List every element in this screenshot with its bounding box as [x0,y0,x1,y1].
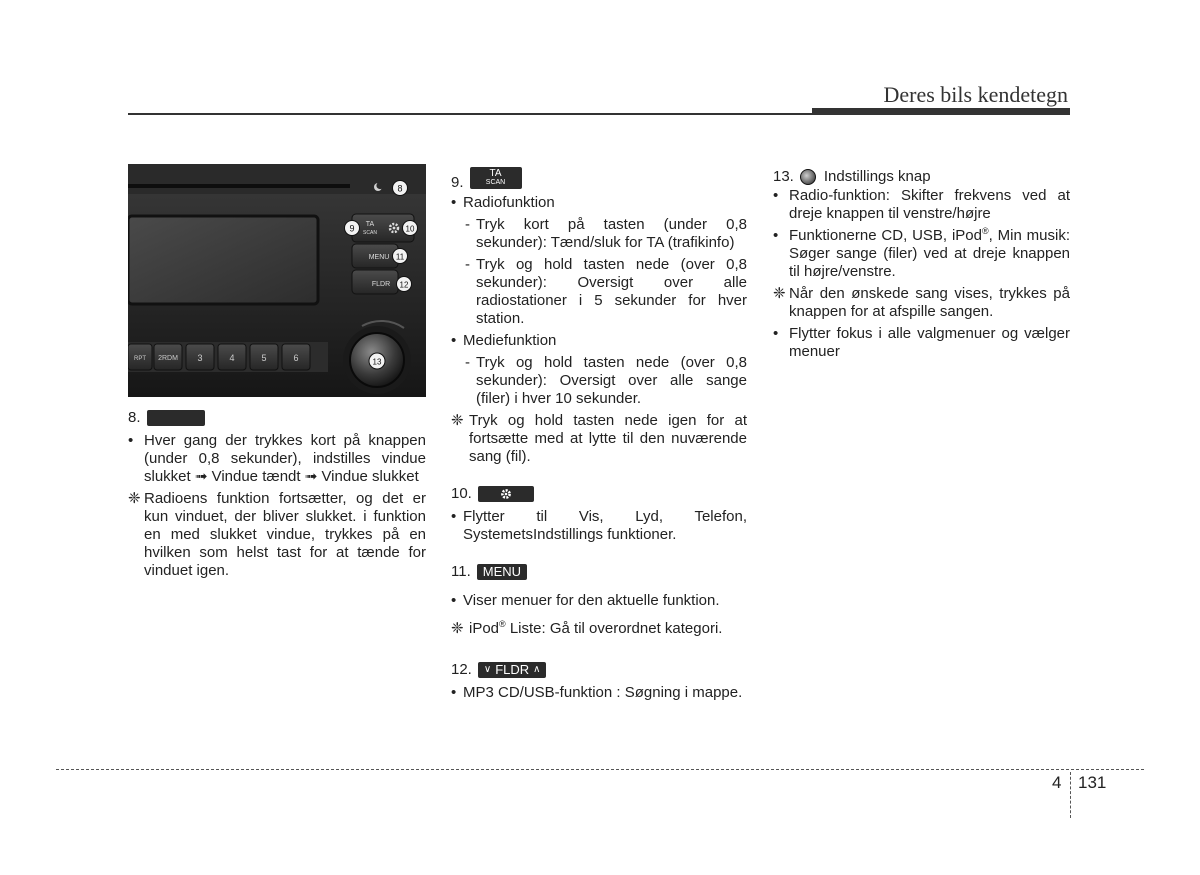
callout-9: 9 [349,223,355,234]
item-title: Indstillings knap [823,168,931,185]
ta-scan-button-icon [470,167,522,189]
column-3 [773,167,1070,361]
page-header-title: Deres bils kendetegn [883,82,1068,107]
dash-text: Tryk og hold tasten nede (over 0,8 sekunder): Oversigt over alle radiostationer i 5 sekunder for hver station. [476,256,747,327]
bullet-text: Flytter fokus i alle valgmenuer og vælger menuer [789,325,1070,360]
note-item: ❈ Tryk og hold tasten nede igen for at fortsætte med at lytte til den nuværende sang (fil). [451,412,747,465]
bullet-text: MP3 CD/USB-funktion : Søgning i mappe. [463,684,743,701]
bullet-text: Flytter til Vis, Lyd, Telefon, SystemetsIndstillings funktioner. [463,508,747,543]
chevron-down-icon: ∨ [483,664,492,675]
menu-button-icon: MENU [477,564,527,580]
item-number: 9. [451,174,464,191]
callout-10: 10 [405,224,415,234]
note-text [469,620,747,638]
item-13-heading [773,167,1070,187]
menu-label: MENU [368,254,390,261]
registered-mark: ® [499,619,506,629]
preset-label: RPT [134,356,146,362]
item-12-heading [451,660,747,680]
dash-item: - Tryk og hold tasten nede (over 0,8 sekunder): Oversigt over alle radiostationer i 5 sekunder for hver station. [465,256,747,327]
tune-knob-icon [800,169,816,185]
scan-label: SCAN [363,230,377,236]
bullet-item: • Radiofunktion [451,194,747,212]
bullet-text-b: , Min musik: Søger sange (filer) ved at dreje knappen til højre/venstre. [789,227,1071,280]
bullet-text: Mediefunktion [463,332,557,349]
chevron-up-icon: ∧ [533,664,541,675]
preset-label: 6 [293,353,299,363]
dash-item: - Tryk kort på tasten (under 0,8 sekunder): Tænd/sluk for TA (trafikinfo) [465,216,747,251]
bullet-item: • Flytter til Vis, Lyd, Telefon, SystemetsIndstillings funktioner. [451,508,747,543]
note-text: Radioens funktion fortsætter, og det er kun vinduet, der bliver slukket. i funktion en med slukket vindue, trykkes på en hvilken som helst tast for at tænde for vinduet igen. [144,490,426,579]
note-item: ❈ iPod® Liste: Gå til overordnet kategori. [451,620,747,638]
preset-label: 4 [229,353,235,363]
item-number: 8. [128,409,141,426]
fldr-text: FLDR [495,662,530,677]
preset-label: 2RDM [158,355,178,362]
note-rest-text: Liste: Gå til overordnet kategori. [505,620,723,637]
callout-12: 12 [399,280,409,290]
bullet-item: • Flytter fokus i alle valgmenuer og vælger menuer [773,325,1070,360]
preset-label: 5 [261,353,267,363]
bullet-item: • Viser menuer for den aktuelle funktion. [451,592,747,610]
ipod-text: iPod [469,620,500,637]
header-rule-accent [812,108,1070,115]
bullet-text: Radio-funktion: Skifter frekvens ved at dreje knappen til venstre/højre [789,187,1070,222]
ta-label: TA [365,221,375,228]
dash-item: - Tryk og hold tasten nede (over 0,8 sekunder): Oversigt over alle sange (filer) i hver 10 sekunder. [465,354,747,407]
chapter-number: 4 [1052,773,1062,792]
note-item: ❈ Radioens funktion fortsætter, og det er kun vinduet, der bliver slukket. i funktion en med slukket vindue, trykkes på en hvilken som helst tast for at tænde for vinduet igen. [128,490,426,579]
audio-unit-photo [128,164,426,397]
footer-dashed-rule [56,769,1144,770]
column-2 [451,166,747,702]
bullet-item: • Hver gang der trykkes kort på knappen (under 0,8 sekunder), indstilles vindue slukket ➟ Vindue tændt ➟ Vindue slukket [128,432,426,485]
note-item: ❈ Når den ønskede sang vises, trykkes på knappen for at afspille sangen. [773,285,1070,320]
moon-button-icon [147,410,205,426]
note-text: Når den ønskede sang vises, trykkes på knappen for at afspille sangen. [789,285,1070,320]
dash-text: Tryk kort på tasten (under 0,8 sekunder): Tænd/sluk for TA (trafikinfo) [476,216,747,251]
item-11-heading [451,562,747,582]
registered-mark: ® [981,226,989,236]
scan-text: SCAN [485,179,506,186]
gear-button-icon [478,486,534,502]
ta-text: TA [489,168,502,179]
fldr-button-icon [478,662,547,678]
bullet-text [789,227,1070,281]
column-1 [128,408,426,580]
item-10-heading [451,484,747,504]
note-text: Tryk og hold tasten nede igen for at fortsætte med at lytte til den nuværende sang (fil). [469,412,747,465]
fldr-label: FLDR [371,281,391,288]
audio-unit-illustration [128,164,426,397]
callout-8: 8 [397,183,403,194]
bullet-item: • Mediefunktion [451,332,747,350]
bullet-text-a: Funktionerne CD, USB, iPod [789,227,982,244]
preset-label: 3 [197,353,203,363]
dash-text: Tryk og hold tasten nede (over 0,8 sekunder): Oversigt over alle sange (filer) i hver 10 sekunder. [476,354,747,407]
bullet-text: Viser menuer for den aktuelle funktion. [463,592,720,609]
item-8-heading [128,408,426,428]
callout-11: 11 [395,252,405,262]
item-number: 11. [451,563,471,580]
footer-vertical-rule [1070,772,1071,818]
page-number: 131 [1078,773,1107,792]
bullet-item: • Radio-funktion: Skifter frekvens ved at dreje knappen til venstre/højre [773,187,1070,222]
bullet-text: Radiofunktion [463,194,555,211]
callout-13: 13 [372,357,382,367]
bullet-text: Hver gang der trykkes kort på knappen (under 0,8 sekunder), indstilles vindue slukket ➟ Vindue tændt ➟ Vindue slukket [144,432,426,485]
item-number: 12. [451,661,472,678]
bullet-item: • Funktionerne CD, USB, iPod®, Min musik: Søger sange (filer) ved at dreje knappen til højre/venstre. [773,226,1071,280]
bullet-item: • MP3 CD/USB-funktion : Søgning i mappe. [451,684,747,702]
item-number: 13. [773,168,794,185]
item-9-heading [451,166,747,190]
item-number: 10. [451,485,472,502]
